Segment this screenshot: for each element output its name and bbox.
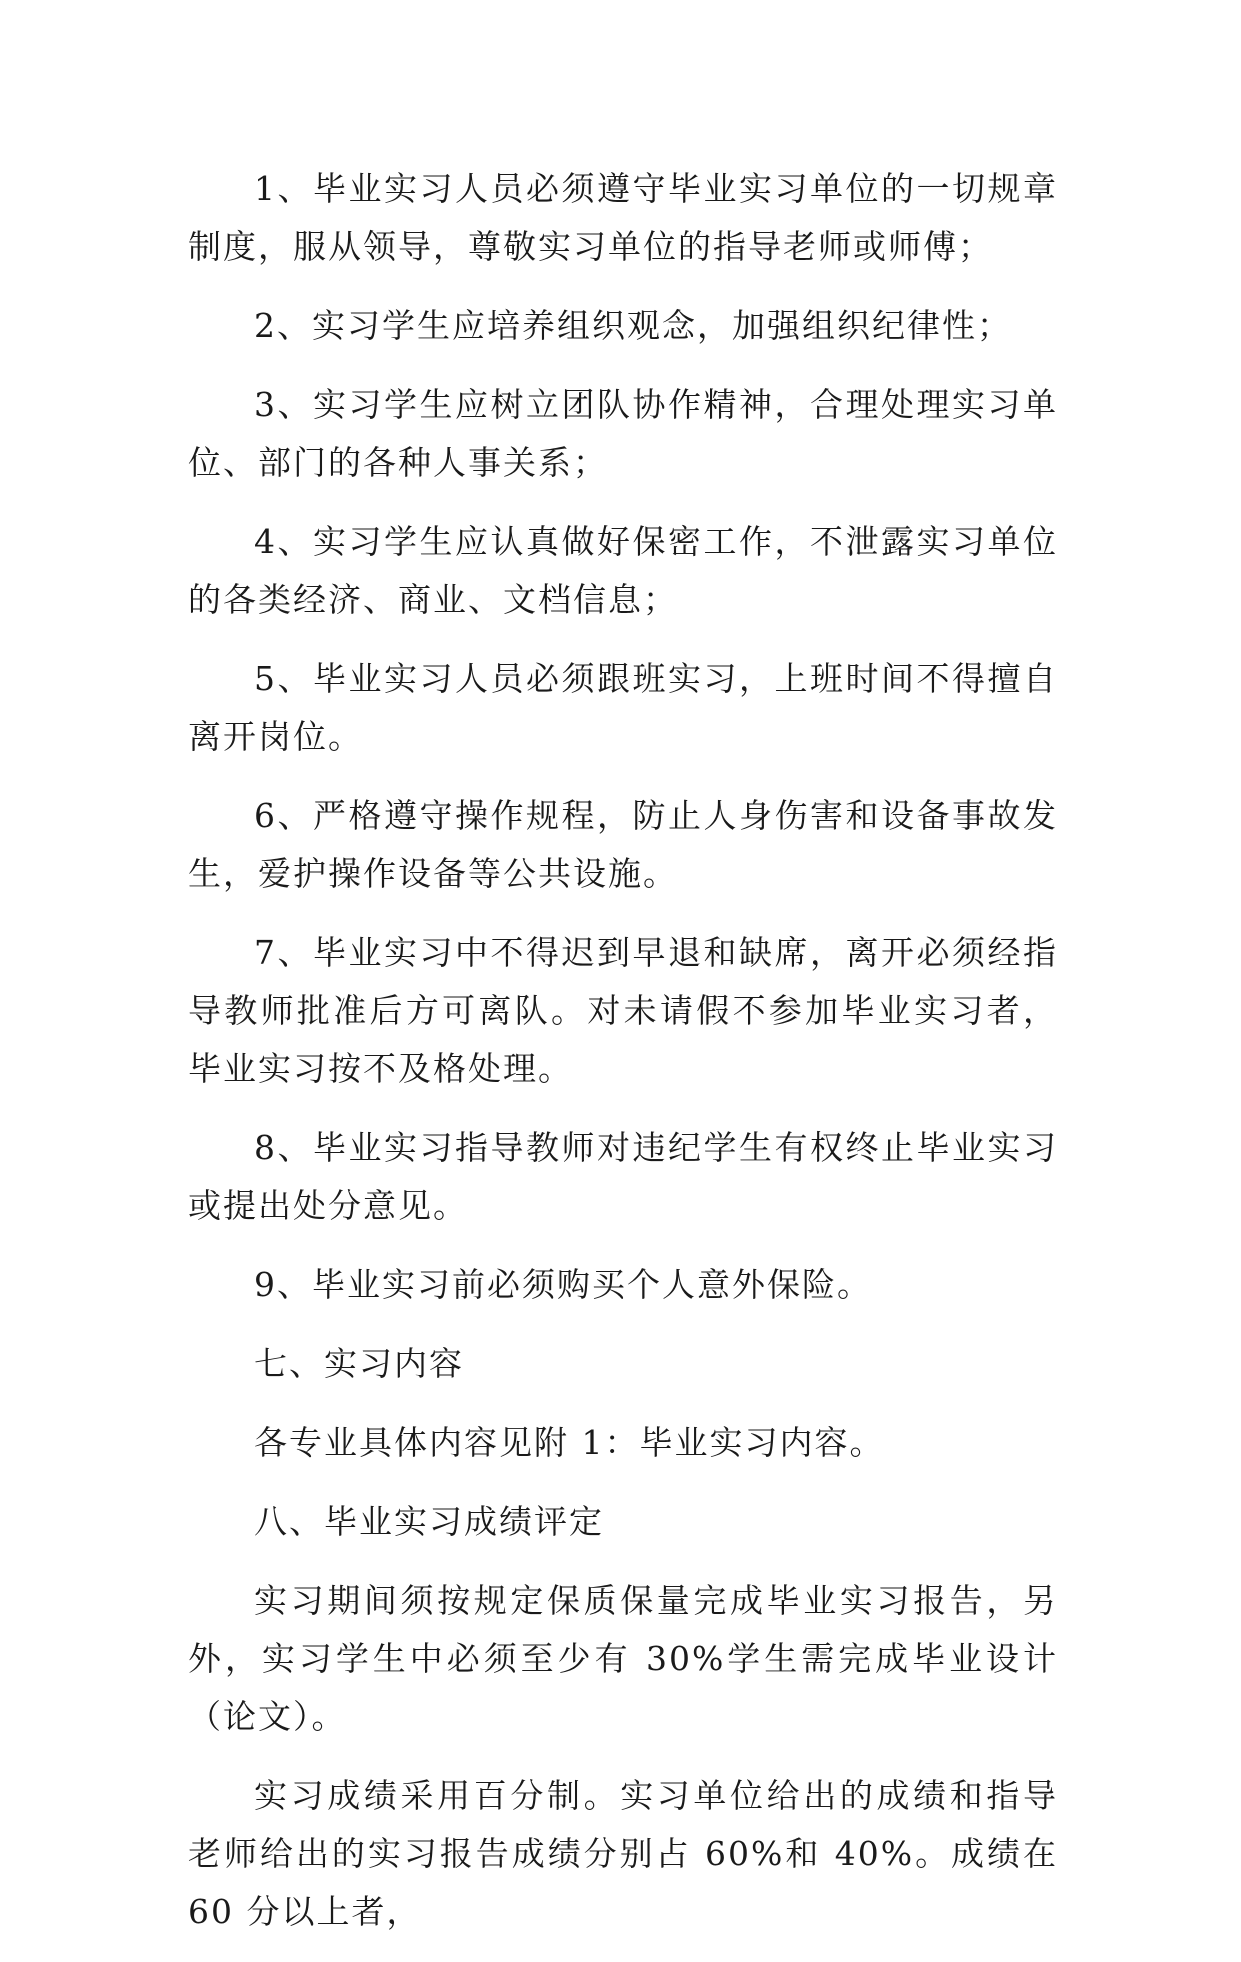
rule-6-paragraph: 6、严格遵守操作规程，防止人身伤害和设备事故发生，爱护操作设备等公共设施。: [188, 796, 1058, 893]
rule-1-paragraph: 1、毕业实习人员必须遵守毕业实习单位的一切规章制度，服从领导，尊敬实习单位的指导老师或师傅；: [188, 169, 1058, 266]
document-body: [188, 160, 1058, 1962]
grading-report-paragraph: 实习期间须按规定保质保量完成毕业实习报告，另外，实习学生中必须至少有 30%学生需完成毕业设计（论文）。: [188, 1581, 1058, 1736]
rule-8-paragraph: 8、毕业实习指导教师对违纪学生有权终止毕业实习或提出处分意见。: [188, 1128, 1058, 1225]
section-heading-grading: 八、毕业实习成绩评定: [254, 1502, 604, 1541]
rule-3-paragraph: 3、实习学生应树立团队协作精神，合理处理实习单位、部门的各种人事关系；: [188, 385, 1058, 482]
internship-content-paragraph: 各专业具体内容见附 1：毕业实习内容。: [254, 1423, 885, 1462]
rule-2-paragraph: 2、实习学生应培养组织观念，加强组织纪律性；: [254, 306, 1012, 345]
rule-9-paragraph: 9、毕业实习前必须购买个人意外保险。: [254, 1265, 872, 1304]
grading-score-paragraph: 实习成绩采用百分制。实习单位给出的成绩和指导老师给出的实习报告成绩分别占 60%和 40%。成绩在 60 分以上者，: [188, 1776, 1058, 1931]
rule-4-paragraph: 4、实习学生应认真做好保密工作，不泄露实习单位的各类经济、商业、文档信息；: [188, 522, 1058, 619]
section-heading-internship-content: 七、实习内容: [254, 1344, 464, 1383]
rule-5-paragraph: 5、毕业实习人员必须跟班实习，上班时间不得擅自离开岗位。: [188, 659, 1058, 756]
rule-7-paragraph: 7、毕业实习中不得迟到早退和缺席，离开必须经指导教师批准后方可离队。对未请假不参加毕业实习者，毕业实习按不及格处理。: [188, 933, 1058, 1088]
